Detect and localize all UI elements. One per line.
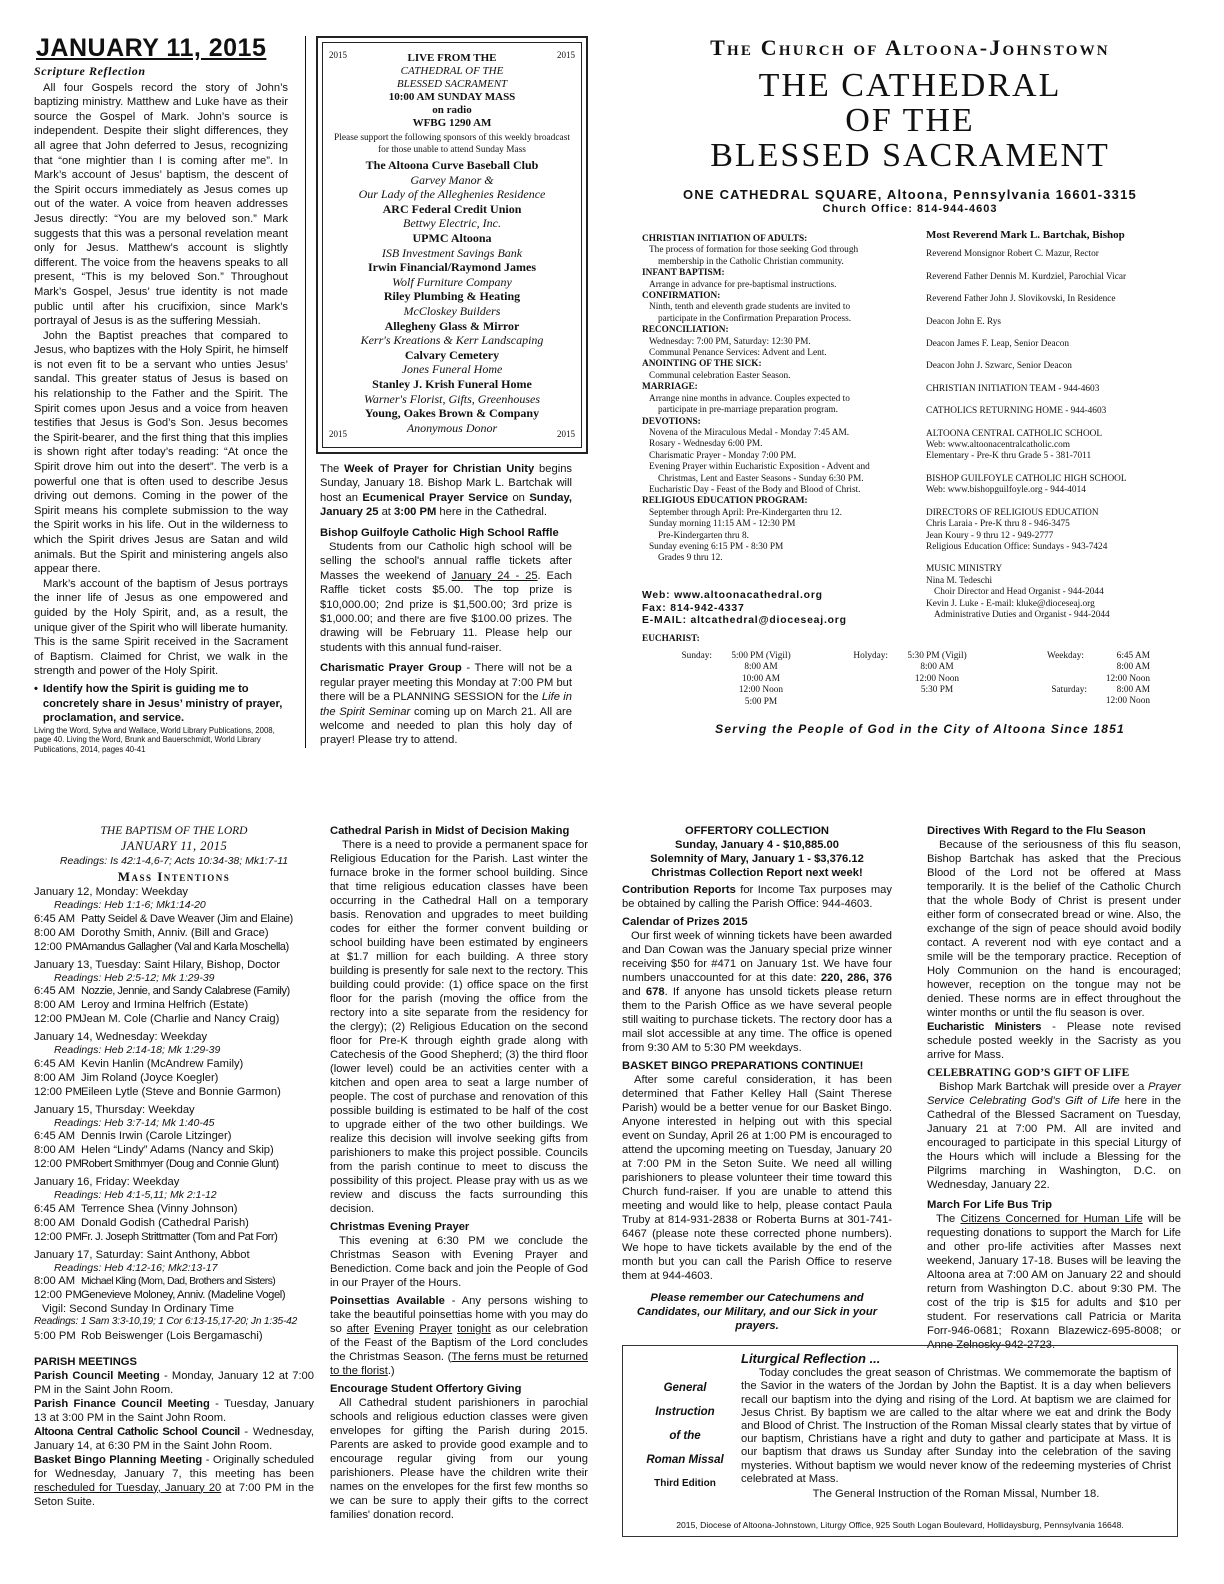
raffle-heading: Bishop Guilfoyle Catholic High School Raffle bbox=[320, 526, 559, 539]
staff-line: Reverend Father Dennis M. Kurdziel, Parochial Vicar bbox=[926, 271, 1127, 282]
year-tag: 2015 bbox=[329, 429, 347, 439]
radio-broadcast-inner bbox=[322, 42, 582, 448]
staff-line: Deacon John E. Rys bbox=[926, 316, 1002, 327]
service-line: Communal celebration Easter Season. bbox=[649, 370, 791, 381]
radio-line: WFBG 1290 AM bbox=[412, 117, 492, 129]
mass-row: 8:00 AM Donald Godish (Cathedral Parish) bbox=[34, 1216, 249, 1229]
sponsor: Wolf Furniture Company bbox=[392, 274, 512, 289]
staff-line: Reverend Father John J. Slovikovski, In Residence bbox=[926, 294, 1116, 305]
parish-news-column bbox=[330, 824, 588, 1522]
service-line: Arrange in advance for pre-baptismal instructions. bbox=[649, 279, 837, 290]
sponsor: ARC Federal Credit Union bbox=[382, 201, 522, 216]
service-heading: CHRISTIAN INITIATION OF ADULTS: bbox=[642, 234, 808, 244]
bullet-icon: • bbox=[34, 682, 38, 695]
vigil-readings: Readings: 1 Sam 3:3-10,19; 1 Cor 6:13-15,17-20; Jn 1:35-42 bbox=[34, 1316, 298, 1327]
eucharist-holyday-label: Holyday: bbox=[853, 651, 888, 661]
scripture-paragraph: Mark’s account of the baptism of Jesus portrays the inner life of Jesus as one empowered and guided by the Holy Spirit, and, as a result, the unique giver of the Spirit who will liberate humanity. This is the same Spirit received in the Sacrament of Baptism. Claimed for Christ, we walk in the strength and power of the Holy Spirit. bbox=[34, 577, 288, 678]
evening-prayer-heading: Christmas Evening Prayer bbox=[330, 1221, 470, 1233]
meeting-item: Basket Bingo Planning Meeting - Originally scheduled for Wednesday, January 7, this meeting has been rescheduled for Tuesday, January 20 at 7:00 PM in the Seton Suite. bbox=[34, 1453, 314, 1508]
mass-row: 8:00 AM Michael Kling (Mom, Dad, Brothers and Sisters) bbox=[34, 1275, 276, 1287]
service-line: Communal Penance Services: Advent and Lent. bbox=[649, 348, 827, 359]
radio-line: LIVE FROM THE bbox=[407, 52, 497, 64]
day-label: January 15, Thursday: Weekday bbox=[34, 1103, 195, 1116]
radio-line: BLESSED SACRAMENT bbox=[396, 78, 508, 90]
mass-row: 8:00 AM Helen “Lindy” Adams (Nancy and Skip) bbox=[34, 1144, 274, 1156]
sponsor: Bettwy Electric, Inc. bbox=[403, 216, 501, 231]
meeting-item: Parish Finance Council Meeting - Tuesday, January 13 at 3:00 PM in the Saint John Room. bbox=[34, 1397, 314, 1424]
music-heading: MUSIC MINISTRY bbox=[926, 564, 1003, 575]
dre-heading: DIRECTORS OF RELIGIOUS EDUCATION bbox=[926, 507, 1099, 518]
offertory-line: Sunday, January 4 - $10,885.00 bbox=[675, 839, 839, 851]
intention-day bbox=[34, 958, 314, 1027]
sponsor: Irwin Financial/Raymond James bbox=[367, 260, 536, 275]
mass-row: 12:00 PM Robert Smithmyer (Doug and Connie Glunt) bbox=[34, 1158, 279, 1170]
basket-bingo-heading: BASKET BINGO PREPARATIONS CONTINUE! bbox=[622, 1060, 864, 1072]
church-masthead bbox=[620, 36, 1200, 215]
decision-body: There is a need to provide a permanent space for Religious Education for the Parish. Last winter the furnace broke in the former school building. Since that time religious education classes have been occurring in the Cathedral Hall on a temporary basis. Renovation and upgrades to meet building codes for either the former convent building or school building have been estimated by engineers at $1.7 million for each building. A three story building is presently for sale next to the rectory. This building could provide: (1) office space on the first floor for the parish (moving the office from the rectory into a site separate from the residency for the clergy); (2) Religious Education on the second floor for Pre-K through eighth grade along with Catechesis of the Good Shepherd; (3) the third floor (lower level) could be an activities center with a kitchen and open area to seat a large number of people. The cost of purchase and renovation of this possible building is estimated to be half of the cost to upgrade either of the two other buildings. We realize this decision will involve seeking gifts from parishioners to make this project possible. Councils from the parish continue to meet to discuss the possibility of this project. Please pray with us as we review and discuss the facts surrounding this decision. bbox=[330, 839, 588, 1215]
service-line: Sunday evening 6:15 PM - 8:30 PM bbox=[649, 541, 784, 552]
offertory-column bbox=[622, 824, 892, 1333]
eucharist-saturday-label: Saturday: bbox=[1051, 685, 1087, 695]
sunday-readings: Readings: Is 42:1-4,6-7; Acts 10:34-38; Mk1:7-11 bbox=[59, 855, 289, 867]
mass-row: 12:00 PM Genevieve Moloney, Anniv. (Madeline Vogel) bbox=[34, 1289, 286, 1301]
bg-website[interactable]: Web: www.bishopguilfoyle.org - 944-4014 bbox=[926, 485, 1086, 496]
music-line: Nina M. Tedeschi bbox=[926, 575, 993, 586]
mass-row: 8:00 AM Leroy and Irmina Helfrich (Estate) bbox=[34, 999, 249, 1011]
intention-day bbox=[34, 1175, 314, 1244]
sponsor: Garvey Manor & bbox=[410, 172, 494, 187]
mass-row: 6:45 AM Terrence Shea (Vinny Johnson) bbox=[34, 1202, 238, 1215]
mass-row: 6:45 AM Dennis Irwin (Carole Litzinger) bbox=[34, 1130, 232, 1142]
mass-row: 6:45 AM Kevin Hanlin (McAndrew Family) bbox=[34, 1057, 244, 1070]
basket-bingo-body: After some careful consideration, it has been determined that Father Kelley Hall (Saint Therese Parish) would be a better venue for our Basket Bingo. Anyone interested in helping out with this special event on Sunday, April 26 at 1:00 PM is encouraged to attend the upcoming meeting on Tuesday, January 20 at 7:00 PM in the Seton Suite. We need all willing parishioners to please volunteer their time toward this Church fund-raiser. If you are unable to attend this meeting and would like to help, please contact Paula Truby at 814-931-2838 or Roberta Burns at 301-741-6467 (please note these corrected phone numbers). We hope to have tickets available by the end of the month but you can call the Parish Office to reserve them at 944-4603. bbox=[622, 1074, 892, 1282]
day-label: January 13, Tuesday: Saint Hilary, Bishop, Doctor bbox=[34, 958, 281, 971]
eucharistic-ministers-notice: Eucharistic Ministers - Please note revised schedule posted weekly in the Sacristy as you arrive for Mass. bbox=[927, 1021, 1181, 1061]
radio-broadcast-box bbox=[316, 36, 588, 454]
eucharist-weekday-label: Weekday: bbox=[1047, 651, 1084, 661]
acc-heading: ALTOONA CENTRAL CATHOLIC SCHOOL bbox=[926, 428, 1103, 439]
offertory-giving-body: All Cathedral student parishioners in parochial schools and religious eduction classes were given envelopes for gifting the Parish during 2015. Parents are asked to provide good example and to encourage regular giving from our young parishioners. Please have the children write their names on the envelopes for the first few months so we can be sure to apply their gifts to the correct families' donation record. bbox=[330, 1397, 588, 1521]
church-office-phone: Church Office: 814-944-4603 bbox=[822, 203, 998, 215]
meeting-item: Parish Council Meeting - Monday, January 12 at 7:00 PM in the Saint John Room. bbox=[34, 1369, 314, 1396]
intention-day bbox=[34, 885, 314, 954]
intentions-date: JANUARY 11, 2015 bbox=[120, 839, 228, 853]
service-line: Evening Prayer within Eucharistic Exposition - Advent and bbox=[649, 462, 870, 473]
service-line: Pre-Kindergarten thru 8. bbox=[658, 530, 749, 541]
dre-line: Chris Laraia - Pre-K thru 8 - 946-3475 bbox=[926, 519, 1070, 530]
march-for-life-body: The Citizens Concerned for Human Life will be requesting donations to support the March for Life and other pro-life activities after Masses next weekend, January 17-18. Buses will be leaving the Altoona area at 7:00 AM on January 22 and should return from Washington D.C. about 9:30 PM. The cost of the trip is $15 for adults and $10 per student. For reservations call Patricia or Marita Forr-946-0681; Roxann Blazewicz-695-8008; or Anne Zelnosky-942-2723. bbox=[927, 1213, 1181, 1351]
sponsor: Young, Oakes Brown & Company bbox=[364, 406, 540, 421]
staff-line: CHRISTIAN INITIATION TEAM - 944-4603 bbox=[926, 383, 1100, 394]
service-heading: INFANT BAPTISM: bbox=[642, 268, 725, 279]
acc-website[interactable]: Web: www.altoonacentralcatholic.com bbox=[926, 440, 1070, 451]
mass-row: 12:00 PM Jean M. Cole (Charlie and Nancy Craig) bbox=[34, 1013, 280, 1025]
sponsor: Riley Plumbing & Heating bbox=[383, 289, 521, 304]
service-line: Rosary - Wednesday 6:00 PM. bbox=[649, 439, 763, 450]
staff-line: Reverend Monsignor Robert C. Mazur, Rector bbox=[926, 249, 1099, 260]
raffle-notice: Students from our Catholic high school will be selling the school's annual raffle tickets after Masses the weekend of January 24 - 25. Each Raffle ticket costs $5.00. The top prize is $10,000.00; 2nd prize is $1,500.00; 3rd prize is $1,000.00; and there are five $100.00 prizes. The drawing will be February 11. Please help our students with this annual fund-raiser. bbox=[320, 541, 572, 654]
parish-motto: Serving the People of God in the City of Altoona Since 1851 bbox=[715, 722, 1125, 736]
service-line: Ninth, tenth and eleventh grade students are invited to bbox=[649, 302, 851, 313]
evening-prayer-body: This evening at 6:30 PM we conclude the Christmas Season with Evening Prayer and Benediction. Come back and join the People of God in our Prayer of the Hours. bbox=[330, 1235, 588, 1289]
service-line: Wednesday: 7:00 PM, Saturday: 12:30 PM. bbox=[649, 336, 811, 347]
service-heading: RELIGIOUS EDUCATION PROGRAM: bbox=[642, 496, 808, 507]
service-line: participate in pre-marriage preparation program. bbox=[658, 405, 838, 416]
liturgical-body: Today concludes the great season of Christmas. We commemorate the baptism of the Savior in the waters of the Jordan by John the Baptist. It is a day when believers recall our baptism into the dying and rising of the Lord. At baptism we are claimed for Jesus Christ. By baptism we are called to the altar where we eat and drink the Body and Blood of Christ. The Instruction of the Roman Missal clearly states that by virtue of our baptism, Christians have a right and duty to gather and participate at Mass. It is our baptism that draws us Sunday after Sunday into the celebration of the saving mysteries. Without baptism we would never know of the redeeming mysteries of Christ celebrated at Mass. bbox=[741, 1367, 1171, 1485]
sponsor: The Altoona Curve Baseball Club bbox=[365, 158, 539, 172]
notices-column bbox=[320, 462, 572, 748]
sponsor: Stanley J. Krish Funeral Home bbox=[372, 376, 532, 391]
intention-day bbox=[34, 1248, 314, 1303]
eucharist-weekday-times: 6:45 AM 8:00 AM 12:00 Noon bbox=[1105, 651, 1150, 684]
diocese-credit: 2015, Diocese of Altoona-Johnstown, Liturgy Office, 925 South Logan Boulevard, Hollidaysburg, Pennsylvania 16648. bbox=[676, 1520, 1124, 1530]
staff-line: CATHOLICS RETURNING HOME - 944-4603 bbox=[926, 406, 1107, 417]
day-readings: Readings: Heb 1:1-6; Mk1:14-20 bbox=[54, 899, 206, 911]
reflection-question bbox=[34, 682, 288, 726]
sponsor-appeal: Please support the following sponsors of this weekly broadcast for those unable to attend Sunday Mass bbox=[334, 133, 570, 155]
service-line: Eucharistic Day - Feast of the Body and Blood of Christ. bbox=[649, 484, 861, 495]
mass-row: 6:45 AM Nozzie, Jennie, and Sandy Calabrese (Family) bbox=[34, 985, 290, 997]
dre-line: Jean Koury - 9 thru 12 - 949-2777 bbox=[926, 530, 1054, 541]
cathedral-address: ONE CATHEDRAL SQUARE, Altoona, Pennsylvania 16601-3315 bbox=[683, 187, 1137, 202]
mass-row: 12:00 PM Eileen Lytle (Steve and Bonnie Garmon) bbox=[34, 1085, 281, 1098]
liturgical-reflection-text bbox=[741, 1352, 1171, 1501]
staff-directory bbox=[926, 230, 1190, 621]
day-label: January 12, Monday: Weekday bbox=[34, 886, 189, 898]
day-readings: Readings: Heb 2:14-18; Mk 1:29-39 bbox=[54, 1044, 221, 1056]
year-tag: 2015 bbox=[557, 429, 575, 439]
service-heading: MARRIAGE: bbox=[642, 382, 698, 393]
vigil-label: Vigil: Second Sunday In Ordinary Time bbox=[42, 1303, 234, 1315]
service-line: participate in the Confirmation Preparation Process. bbox=[658, 313, 852, 324]
flu-body: Because of the seriousness of this flu season, Bishop Bartchak has asked that the Precious Blood of the Lord not be offered at Mass temporarily. It is the belief of the Catholic Church that the whole Body of Christ is present under either form of consecrated bread or wine. Also, the exchange of the sign of peace should avoid bodily contact. A reverent nod with eye contact and a smile will be the temporary practice. Reception of Holy Communion on the hand is encouraged; however, reception on the tongue may not be denied. These norms are in effect throughout the winter months or until the flu season is over. bbox=[927, 839, 1181, 1019]
mass-intentions-heading: Mass Intentions bbox=[117, 869, 231, 884]
year-tag: 2015 bbox=[329, 50, 347, 60]
flu-heading: Directives With Regard to the Flu Season bbox=[927, 825, 1146, 837]
service-line: The process of formation for those seeking God through bbox=[649, 245, 859, 256]
service-line: Novena of the Miraculous Medal - Monday 7:45 AM. bbox=[649, 427, 850, 438]
staff-line: Deacon John J. Szwarc, Senior Deacon bbox=[926, 361, 1072, 372]
mass-row: 8:00 AM Jim Roland (Joyce Koegler) bbox=[34, 1071, 219, 1084]
dre-line: Religious Education Office: Sundays - 943-7424 bbox=[926, 541, 1108, 552]
mass-row: 8:00 AM Dorothy Smith, Anniv. (Bill and Grace) bbox=[34, 926, 269, 939]
charismatic-notice: Charismatic Prayer Group - There will not be a regular prayer meeting this Monday at 7:00 PM but there will be a PLANNING SESSION for the Life in the Spirit Seminar coming up on March 21. All are welcome and needed to plan this holy day of prayer! Please try to attend. bbox=[320, 662, 573, 747]
sponsor: Kerr's Kreations & Kerr Landscaping bbox=[360, 333, 544, 348]
service-line: Arrange nine months in advance. Couples expected to bbox=[649, 393, 850, 404]
year-tag: 2015 bbox=[557, 50, 575, 60]
website-link[interactable]: Web: www.altoonacathedral.org bbox=[642, 590, 823, 601]
mass-intentions bbox=[34, 824, 314, 1509]
service-line: September through April: Pre-Kindergarten thru 12. bbox=[649, 507, 842, 518]
contribution-reports: Contribution Reports for Income Tax purposes may be obtained by calling the Parish Office: 944-4603. bbox=[622, 884, 892, 910]
decision-heading: Cathedral Parish in Midst of Decision Making bbox=[330, 825, 570, 837]
services-list bbox=[642, 234, 912, 565]
intention-day bbox=[34, 1030, 314, 1099]
march-for-life-heading: March For Life Bus Trip bbox=[927, 1199, 1052, 1211]
acc-elementary: Elementary - Pre-K thru Grade 5 - 381-7011 bbox=[926, 451, 1092, 462]
flu-season-column bbox=[927, 824, 1181, 1352]
service-heading: ANOINTING OF THE SICK: bbox=[642, 359, 762, 370]
music-line: Kevin J. Luke - E-mail: kluke@dioceseaj.org bbox=[926, 598, 1095, 609]
radio-line: 10:00 AM SUNDAY MASS bbox=[388, 91, 516, 103]
scripture-citation: Living the Word, Sylva and Wallace, World Library Publications, 2008, page 40. Living the Word, Brunk and Bauerschmidt, World Library Publications, 2014, pages 40-41 bbox=[34, 725, 275, 754]
scripture-reflection bbox=[34, 64, 288, 754]
service-line: Christmas, Lent and Easter Seasons - Sunday 6:30 PM. bbox=[658, 473, 864, 484]
fax-number: Fax: 814-942-4337 bbox=[642, 602, 745, 614]
sponsor: McCloskey Builders bbox=[403, 303, 501, 318]
radio-line: CATHEDRAL OF THE bbox=[400, 65, 504, 77]
mass-row: 12:00 PM Fr. J. Joseph Strittmatter (Tom and Pat Forr) bbox=[34, 1230, 278, 1243]
eucharist-sunday-times: 5:00 PM (Vigil) 8:00 AM 10:00 AM 12:00 Noon 5:00 PM bbox=[731, 651, 791, 707]
offertory-heading: OFFERTORY COLLECTION bbox=[685, 825, 829, 837]
intention-day bbox=[34, 1103, 314, 1172]
eucharist-holyday-times: 5:30 PM (Vigil) 8:00 AM 12:00 Noon 5:30 PM bbox=[907, 651, 967, 696]
sponsor: Jones Funeral Home bbox=[401, 362, 503, 377]
liturgical-reflection-box bbox=[622, 1345, 1178, 1537]
mass-row: 12:00 PM Amandus Gallagher (Val and Karla Moschella) bbox=[34, 940, 289, 953]
contact-info bbox=[642, 590, 922, 628]
eucharist-label: EUCHARIST: bbox=[642, 634, 700, 644]
bg-heading: BISHOP GUILFOYLE CATHOLIC HIGH SCHOOL bbox=[926, 473, 1127, 484]
day-label: January 16, Friday: Weekday bbox=[34, 1176, 180, 1188]
sponsor: Warner's Florist, Gifts, Greenhouses bbox=[363, 391, 540, 406]
liturgical-heading: Liturgical Reflection ... bbox=[741, 1351, 881, 1366]
service-line: Sunday morning 11:15 AM - 12:30 PM bbox=[649, 519, 796, 530]
service-line: membership in the Catholic Christian community. bbox=[658, 256, 844, 267]
unity-notice: The Week of Prayer for Christian Unity begins Sunday, January 18. Bishop Mark L. Bartchak will host an Ecumenical Prayer Service on Sunday, January 25 at 3:00 PM here in the Cathedral. bbox=[320, 463, 573, 519]
bishop-name: Most Reverend Mark L. Bartchak, Bishop bbox=[926, 229, 1125, 241]
reflection-question-text: Identify how the Spirit is guiding me to concretely share in Jesus’ ministry of prayer, proclamation, and service. bbox=[42, 682, 283, 725]
day-readings: Readings: Heb 2:5-12; Mk 1:29-39 bbox=[54, 971, 215, 984]
day-label: January 14, Wednesday: Weekday bbox=[34, 1031, 208, 1043]
sponsor: ISB Investment Savings Bank bbox=[381, 245, 523, 260]
sponsor: UPMC Altoona bbox=[412, 230, 492, 245]
offertory-line: Christmas Collection Report next week! bbox=[651, 867, 863, 879]
staff-line: Deacon James F. Leap, Senior Deacon bbox=[926, 339, 1070, 350]
service-heading: DEVOTIONS: bbox=[642, 416, 701, 427]
mass-row: 6:45 AM Patty Seidel & Dave Weaver (Jim and Elaine) bbox=[34, 912, 293, 925]
poinsettias-notice: Poinsettias Available - Any persons wishing to take the beautiful poinsettias home with you may do so after Evening Prayer tonight as our celebration of the Feast of the Baptism of the Lord concludes the Christmas Season. (The ferns must be returned to the florist.) bbox=[330, 1295, 589, 1377]
scripture-heading: Scripture Reflection bbox=[34, 64, 146, 78]
offertory-giving-heading: Encourage Student Offertory Giving bbox=[330, 1383, 522, 1395]
sponsor: Anonymous Donor bbox=[406, 420, 498, 435]
radio-line: on radio bbox=[432, 104, 472, 116]
day-readings: Readings: Heb 3:7-14; Mk 1:40-45 bbox=[54, 1116, 215, 1129]
eucharist-sunday-label: Sunday: bbox=[681, 651, 712, 661]
calendar-prizes-body: Our first week of winning tickets have been awarded and Dan Cowan was the January special prize winner receiving $50 for #471 on January 1st. We have four numbers unaccounted for at this date: 220, 286, 376 and 678. If anyone has unsold tickets please return them to the Parish Office as we have several people still waiting to purchase tickets. The rectory door has a mail slot accessible at any time. The office is opened from 9:30 AM to 5:30 PM weekdays. bbox=[622, 930, 892, 1054]
sponsor-list bbox=[323, 158, 581, 435]
music-line: Choir Director and Head Organist - 944-2044 bbox=[934, 587, 1104, 598]
column-divider bbox=[305, 36, 306, 748]
scripture-paragraph: All four Gospels record the story of John’s baptizing ministry. Matthew and Luke have as their source the Gospel of Mark. John’s source is independent. Despite their slight differences, they all agree that John deferred to Jesus, recognizing that “one mightier than I is coming after me”. In Mark’s account of Jesus’ baptism, the descent of the Spirit occurs immediately as Jesus comes up out of the water. A voice from heaven addresses Jesus directly: “You are my beloved son.” Mark suggests that this was a personal revelation meant only for Jesus. Matthew’s account is slightly different. The voice from the heavens speaks to all present, “This is my beloved Son.” Throughout Mark’s Gospel, Jesus’ true identity is not made public until after his crucifixion, since Mark’s portrayal of Jesus is as the suffering Messiah. bbox=[34, 81, 288, 328]
sponsor: Calvary Cemetery bbox=[404, 347, 500, 362]
service-line: Charismatic Prayer - Monday 7:00 PM. bbox=[649, 450, 797, 461]
meeting-item: Altoona Central Catholic School Council - Wednesday, January 14, at 6:30 PM in the Saint John Room. bbox=[34, 1425, 314, 1452]
sponsor: Our Lady of the Alleghenies Residence bbox=[358, 187, 546, 202]
service-heading: RECONCILIATION: bbox=[642, 325, 729, 336]
day-label: January 17, Saturday: Saint Anthony, Abbot bbox=[34, 1248, 250, 1261]
gift-of-life-heading: CELEBRATING GOD’S GIFT OF LIFE bbox=[927, 1067, 1130, 1079]
day-readings: Readings: Heb 4:1-5,11; Mk 2:1-12 bbox=[54, 1189, 217, 1201]
sponsor: Allegheny Glass & Mirror bbox=[384, 318, 520, 333]
cathedral-name: THE CATHEDRAL OF THE BLESSED SACRAMENT bbox=[710, 67, 1110, 174]
email-link[interactable]: E-MAIL: altcathedral@dioceseaj.org bbox=[642, 615, 847, 627]
day-readings: Readings: Heb 4:12-16; Mk2:13-17 bbox=[54, 1261, 218, 1274]
music-line: Administrative Duties and Organist - 944-2044 bbox=[934, 609, 1110, 620]
prayer-remembrance: Please remember our Catechumens and Candidates, our Military, and our Sick in your prayers. bbox=[636, 1292, 878, 1332]
gift-of-life-body: Bishop Mark Bartchak will preside over a Prayer Service Celebrating God’s Gift of Life here in the Cathedral of the Blessed Sacrament on Tuesday, January 21 at 7:00 PM. All are invited and encouraged to participate in this special Liturgy of the Hours which will include a Blessing for the Pilgrims marching in Washington, D.C. on Wednesday, January 22. bbox=[927, 1081, 1182, 1191]
bulletin-date: JANUARY 11, 2015 bbox=[36, 34, 267, 62]
scripture-paragraph: John the Baptist preaches that compared to Jesus, who baptizes with the Holy Spirit, he himself is not even fit to be a servant who unties Jesus’ sandal. This greater status of Jesus is based on his relationship to the Father and the Spirit. The Spirit comes upon Jesus and a voice from heaven testifies that Jesus is God’s Son. Jesus becomes the Spirit-bearer, and the first thing that this implies is shown right after today’s reading: “At once the Spirit drove him out into the desert”. The verb is a powerful one that is often used to describe Jesus driving out demons. Coming in the power of the Spirit means his complete submission to the way the Spirit works in his life. Out in the wilderness to which the Spirit drives Jesus are Satan and wild animals. But the Spirit and ministering angels also appear there. bbox=[34, 329, 288, 576]
eucharist-saturday-times: 8:00 AM 12:00 Noon bbox=[1105, 685, 1150, 707]
girm-label: General Instruction of the Roman Missal Third Edition bbox=[646, 1382, 724, 1489]
diocese-name: The Church of Altoona-Johnstown bbox=[710, 35, 1110, 60]
service-heading: CONFIRMATION: bbox=[642, 291, 721, 302]
liturgical-source: The General Instruction of the Roman Missal, Number 18. bbox=[812, 1488, 1100, 1501]
offertory-line: Solemnity of Mary, January 1 - $3,376.12 bbox=[650, 853, 864, 865]
feast-name: THE BAPTISM OF THE LORD bbox=[100, 825, 248, 837]
service-line: Grades 9 thru 12. bbox=[658, 553, 723, 564]
calendar-prizes-heading: Calendar of Prizes 2015 bbox=[622, 916, 748, 928]
parish-meetings-heading: PARISH MEETINGS bbox=[34, 1355, 137, 1368]
mass-row: 5:00 PM Rob Beiswenger (Lois Bergamaschi) bbox=[34, 1329, 263, 1342]
